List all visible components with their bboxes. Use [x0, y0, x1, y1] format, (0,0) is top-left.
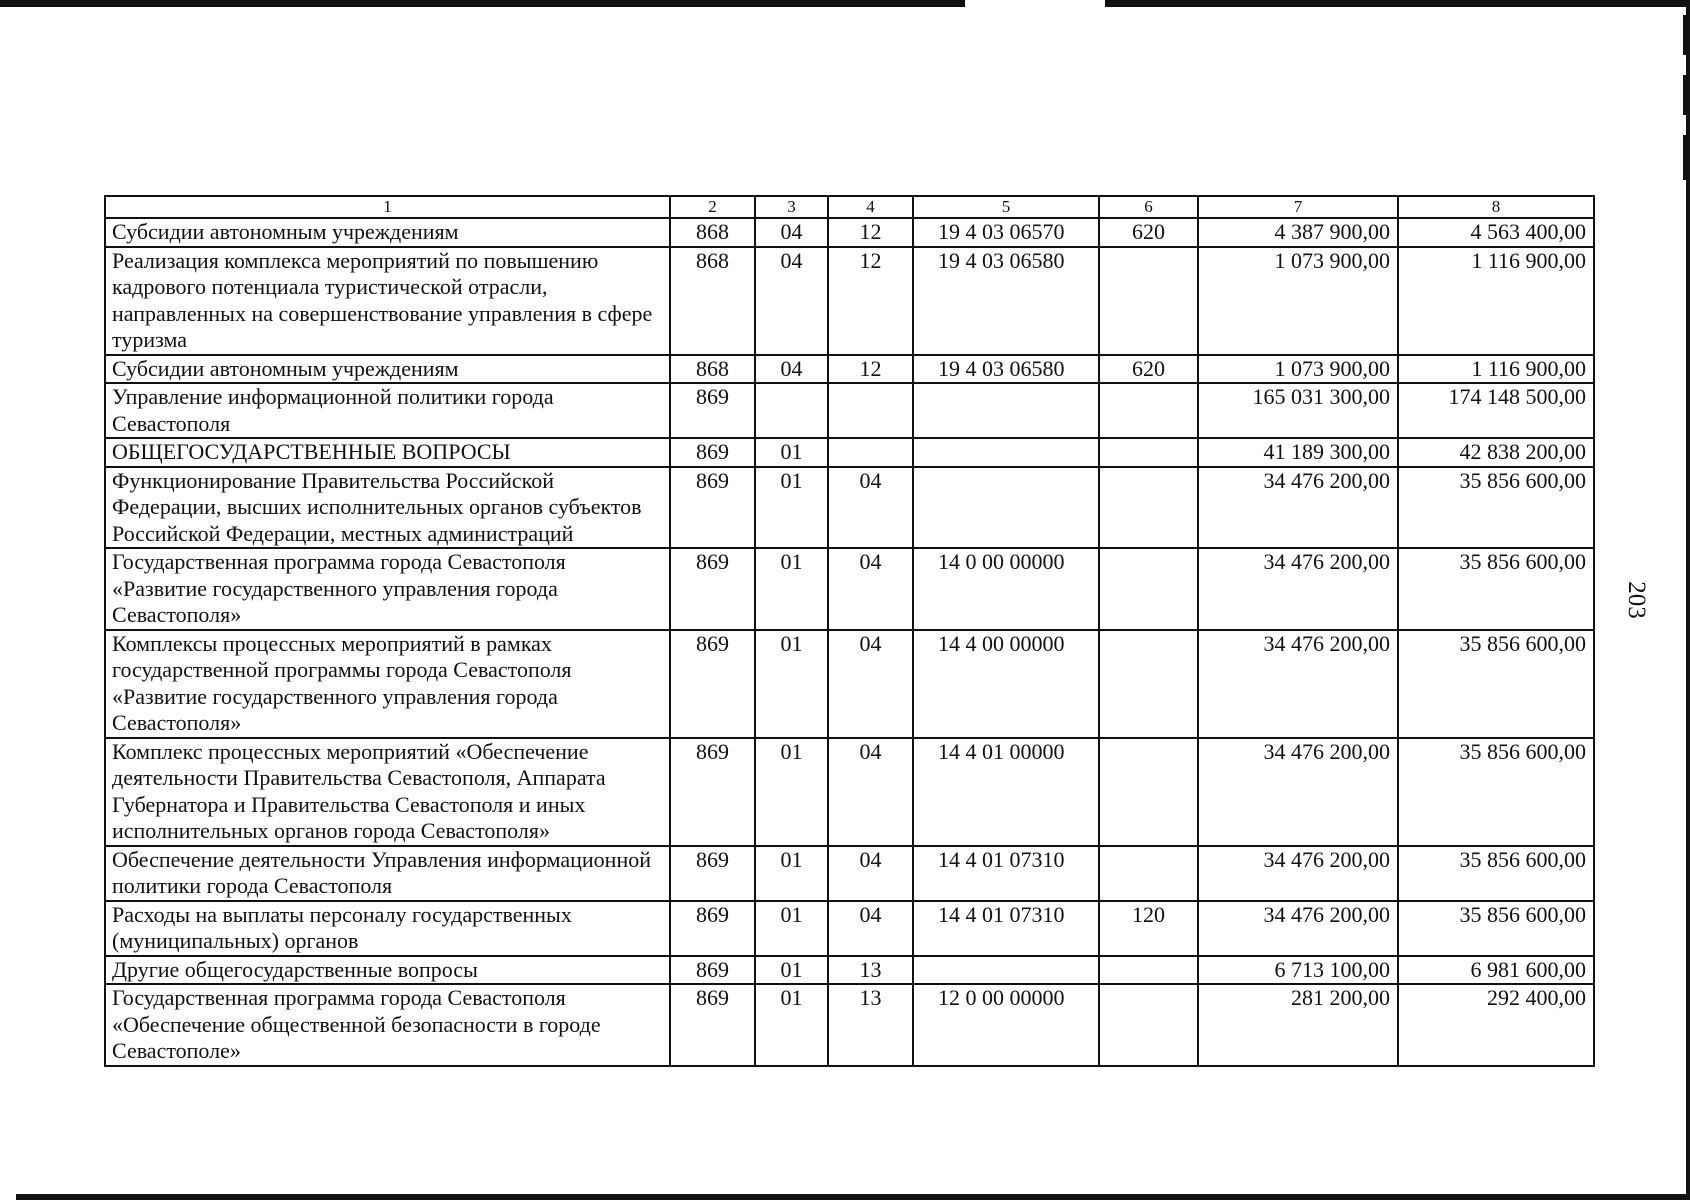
cell-col-4: 04: [828, 467, 913, 549]
table-row: [105, 738, 1594, 846]
cell-col-8: 42 838 200,00: [1398, 438, 1594, 467]
item-name: Функционирование Правительства Российской Федерации, высших исполнительных органов субъектов Российской Федерации, местных администраций: [105, 467, 670, 549]
cell-col-3: 01: [755, 630, 828, 738]
cell-col-8: 6 981 600,00: [1398, 956, 1594, 985]
cell-col-8: 35 856 600,00: [1398, 738, 1594, 846]
table-row: [105, 984, 1594, 1066]
scan-edge-top: [0, 0, 1690, 7]
cell-col-4: 04: [828, 548, 913, 630]
cell-col-7: 1 073 900,00: [1198, 247, 1398, 355]
cell-col-7: 4 387 900,00: [1198, 218, 1398, 247]
cell-col-5: 12 0 00 00000: [913, 984, 1099, 1066]
scan-edge-top-gap: [965, 0, 1105, 7]
scan-edge-bottom-gap: [0, 1194, 16, 1200]
cell-col-2: 869: [670, 548, 755, 630]
cell-col-2: 869: [670, 438, 755, 467]
cell-col-2: 869: [670, 630, 755, 738]
column-header: 3: [755, 196, 828, 218]
cell-col-4: 13: [828, 956, 913, 985]
budget-table: [104, 195, 1595, 1067]
cell-col-3: 01: [755, 738, 828, 846]
item-name: ОБЩЕГОСУДАРСТВЕННЫЕ ВОПРОСЫ: [105, 438, 670, 467]
cell-col-8: 35 856 600,00: [1398, 548, 1594, 630]
item-name: Государственная программа города Севастополя «Развитие государственного управления города Севастополя»: [105, 548, 670, 630]
cell-col-5: 14 4 01 07310: [913, 846, 1099, 901]
table-row: [105, 438, 1594, 467]
cell-col-7: 1 073 900,00: [1198, 355, 1398, 384]
column-header: 4: [828, 196, 913, 218]
cell-col-8: 4 563 400,00: [1398, 218, 1594, 247]
cell-col-5: [913, 383, 1099, 438]
cell-col-2: 869: [670, 383, 755, 438]
table-header-row: [105, 196, 1594, 218]
cell-col-6: [1099, 630, 1198, 738]
table-row: [105, 630, 1594, 738]
cell-col-6: [1099, 548, 1198, 630]
item-name: Расходы на выплаты персоналу государственных (муниципальных) органов: [105, 901, 670, 956]
cell-col-7: 6 713 100,00: [1198, 956, 1398, 985]
cell-col-6: [1099, 438, 1198, 467]
cell-col-5: [913, 956, 1099, 985]
cell-col-8: 35 856 600,00: [1398, 901, 1594, 956]
cell-col-6: [1099, 984, 1198, 1066]
table-row: [105, 901, 1594, 956]
cell-col-8: 174 148 500,00: [1398, 383, 1594, 438]
cell-col-8: 35 856 600,00: [1398, 467, 1594, 549]
item-name: Комплексы процессных мероприятий в рамках государственной программы города Севастополя «Развитие государственного управления города Севастополя»: [105, 630, 670, 738]
cell-col-2: 869: [670, 956, 755, 985]
item-name: Государственная программа города Севастополя «Обеспечение общественной безопасности в городе Севастополе»: [105, 984, 670, 1066]
item-name: Субсидии автономным учреждениям: [105, 218, 670, 247]
cell-col-8: 35 856 600,00: [1398, 630, 1594, 738]
cell-col-2: 869: [670, 901, 755, 956]
cell-col-5: 14 4 00 00000: [913, 630, 1099, 738]
cell-col-8: 35 856 600,00: [1398, 846, 1594, 901]
cell-col-7: 41 189 300,00: [1198, 438, 1398, 467]
table-row: [105, 247, 1594, 355]
cell-col-6: [1099, 846, 1198, 901]
table-row: [105, 956, 1594, 985]
cell-col-3: 04: [755, 218, 828, 247]
cell-col-8: 1 116 900,00: [1398, 355, 1594, 384]
page-number: 203: [1623, 581, 1650, 619]
column-header: 1: [105, 196, 670, 218]
cell-col-3: 01: [755, 956, 828, 985]
cell-col-6: [1099, 383, 1198, 438]
cell-col-5: [913, 438, 1099, 467]
cell-col-5: 14 4 01 07310: [913, 901, 1099, 956]
margin-mark: [1683, 75, 1686, 115]
column-header: 5: [913, 196, 1099, 218]
cell-col-4: 04: [828, 846, 913, 901]
cell-col-2: 868: [670, 218, 755, 247]
cell-col-6: 120: [1099, 901, 1198, 956]
table-row: [105, 383, 1594, 438]
column-header: 8: [1398, 196, 1594, 218]
cell-col-6: [1099, 247, 1198, 355]
item-name: Реализация комплекса мероприятий по повышению кадрового потенциала туристической отрасли, направленных на совершенствование управления в сфере туризма: [105, 247, 670, 355]
cell-col-3: 04: [755, 247, 828, 355]
cell-col-4: 04: [828, 738, 913, 846]
cell-col-4: 04: [828, 630, 913, 738]
scan-edge-right: [1686, 0, 1690, 1200]
table-row: [105, 218, 1594, 247]
column-header: 7: [1198, 196, 1398, 218]
item-name: Управление информационной политики города Севастополя: [105, 383, 670, 438]
table-row: [105, 355, 1594, 384]
table-row: [105, 846, 1594, 901]
cell-col-4: [828, 438, 913, 467]
cell-col-5: 14 4 01 00000: [913, 738, 1099, 846]
cell-col-3: 01: [755, 846, 828, 901]
cell-col-7: 281 200,00: [1198, 984, 1398, 1066]
cell-col-4: 04: [828, 901, 913, 956]
margin-mark: [1683, 15, 1686, 55]
cell-col-2: 868: [670, 355, 755, 384]
cell-col-7: 34 476 200,00: [1198, 738, 1398, 846]
item-name: Обеспечение деятельности Управления информационной политики города Севастополя: [105, 846, 670, 901]
cell-col-7: 34 476 200,00: [1198, 548, 1398, 630]
scan-edge-bottom: [0, 1194, 1690, 1200]
cell-col-7: 34 476 200,00: [1198, 901, 1398, 956]
cell-col-6: [1099, 738, 1198, 846]
item-name: Другие общегосударственные вопросы: [105, 956, 670, 985]
cell-col-2: 868: [670, 247, 755, 355]
cell-col-8: 1 116 900,00: [1398, 247, 1594, 355]
cell-col-3: [755, 383, 828, 438]
cell-col-8: 292 400,00: [1398, 984, 1594, 1066]
cell-col-3: 01: [755, 438, 828, 467]
cell-col-7: 34 476 200,00: [1198, 630, 1398, 738]
cell-col-2: 869: [670, 984, 755, 1066]
table-row: [105, 548, 1594, 630]
cell-col-5: [913, 467, 1099, 549]
cell-col-6: [1099, 956, 1198, 985]
cell-col-2: 869: [670, 846, 755, 901]
item-name: Субсидии автономным учреждениям: [105, 355, 670, 384]
cell-col-3: 04: [755, 355, 828, 384]
cell-col-7: 34 476 200,00: [1198, 846, 1398, 901]
cell-col-4: 12: [828, 247, 913, 355]
cell-col-6: [1099, 467, 1198, 549]
cell-col-4: 12: [828, 218, 913, 247]
cell-col-3: 01: [755, 467, 828, 549]
column-header: 2: [670, 196, 755, 218]
cell-col-4: 13: [828, 984, 913, 1066]
cell-col-2: 869: [670, 467, 755, 549]
cell-col-6: 620: [1099, 355, 1198, 384]
table-row: [105, 467, 1594, 549]
cell-col-4: [828, 383, 913, 438]
item-name: Комплекс процессных мероприятий «Обеспечение деятельности Правительства Севастополя, Аппарата Губернатора и Правительства Севастополя и иных исполнительных органов города Севастополя»: [105, 738, 670, 846]
cell-col-2: 869: [670, 738, 755, 846]
cell-col-3: 01: [755, 548, 828, 630]
cell-col-5: 19 4 03 06580: [913, 355, 1099, 384]
cell-col-4: 12: [828, 355, 913, 384]
cell-col-5: 14 0 00 00000: [913, 548, 1099, 630]
cell-col-7: 34 476 200,00: [1198, 467, 1398, 549]
cell-col-7: 165 031 300,00: [1198, 383, 1398, 438]
cell-col-6: 620: [1099, 218, 1198, 247]
cell-col-3: 01: [755, 901, 828, 956]
column-header: 6: [1099, 196, 1198, 218]
cell-col-5: 19 4 03 06570: [913, 218, 1099, 247]
cell-col-3: 01: [755, 984, 828, 1066]
cell-col-5: 19 4 03 06580: [913, 247, 1099, 355]
margin-mark: [1683, 135, 1686, 180]
